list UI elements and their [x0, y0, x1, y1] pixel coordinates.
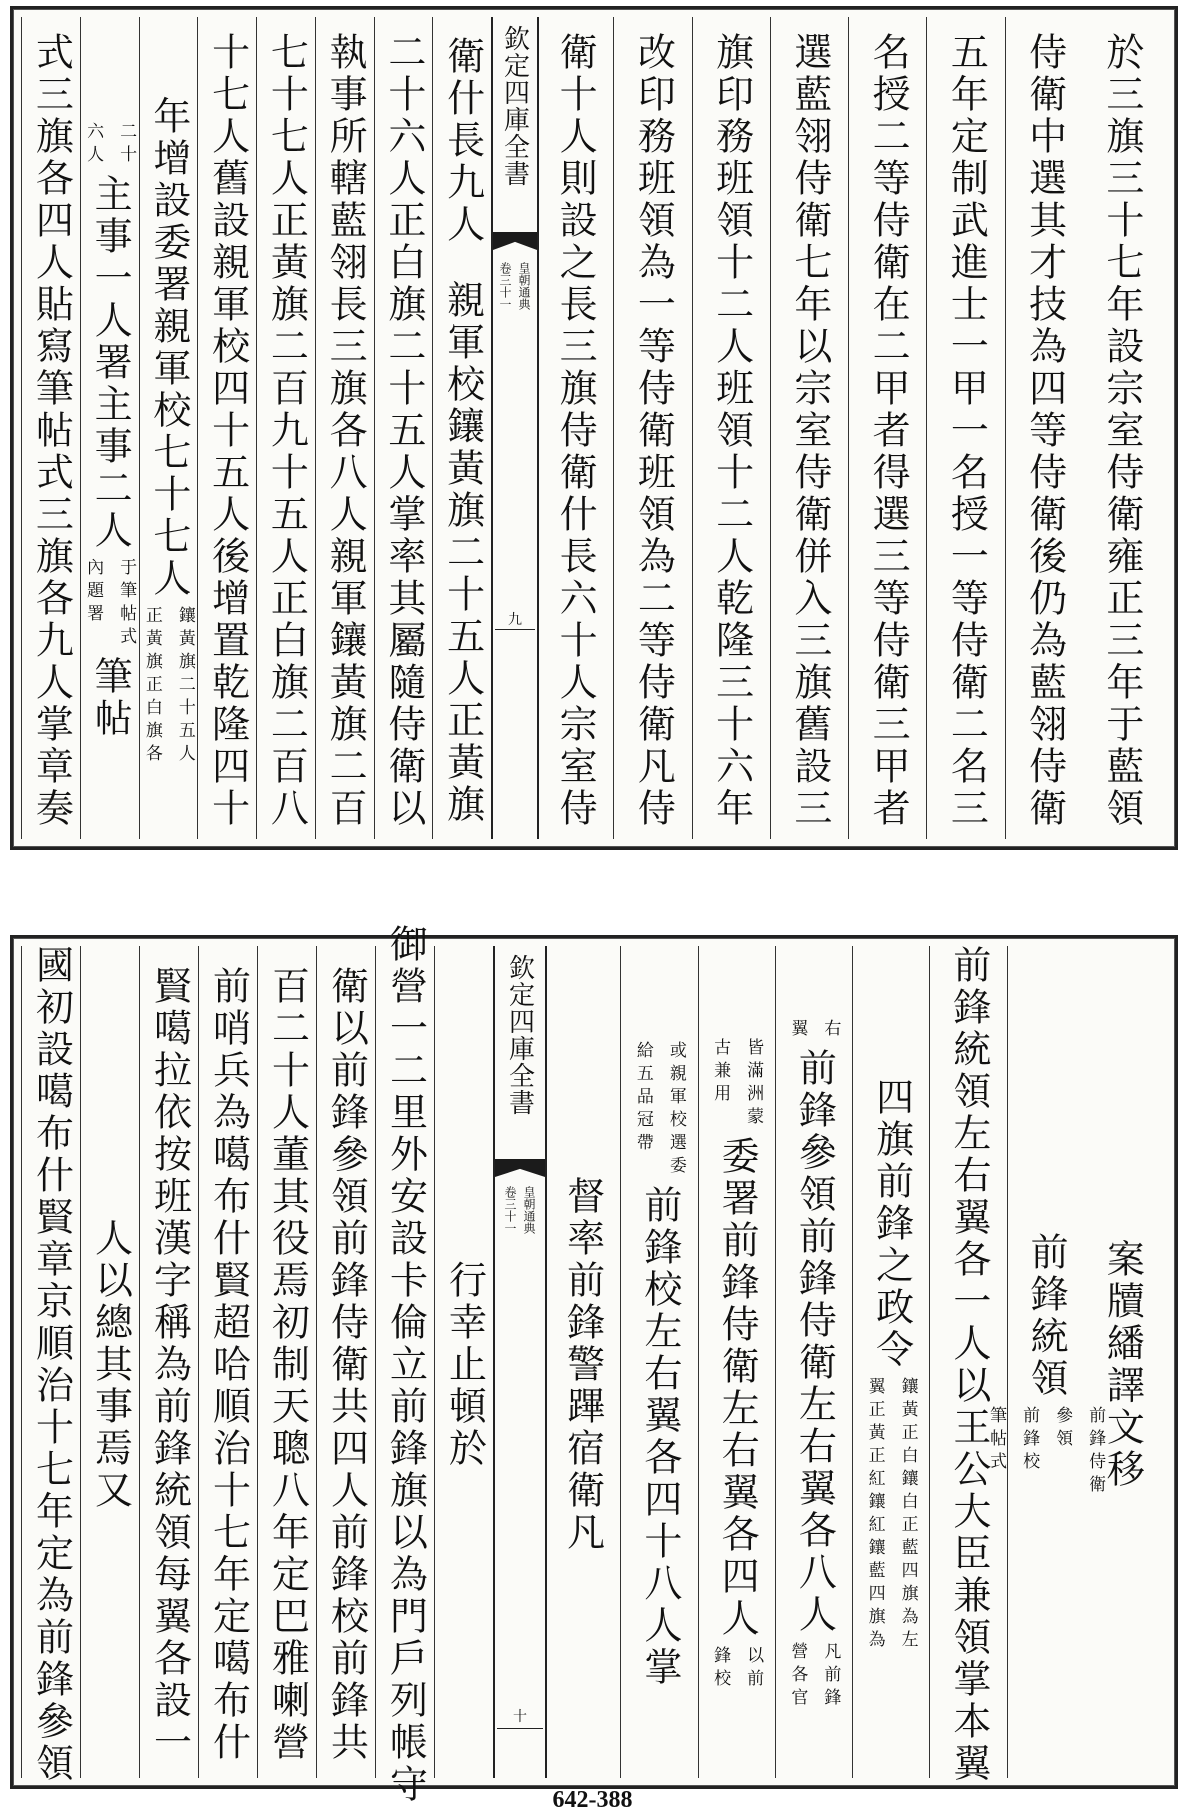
center-fold [493, 946, 547, 1778]
main-text: 執事所轄藍翎長三旗各八人親軍鑲黃旗二百 [323, 32, 368, 830]
main-text: 委署前鋒侍衛左右翼各四人 [715, 1136, 760, 1640]
annotation-note [708, 1038, 766, 1130]
bottom_page-column [775, 946, 853, 1778]
note-line: 內題署 [83, 558, 104, 627]
fishtail-mark [495, 1159, 545, 1177]
main-text: 年增設委署親軍校七十七人 [146, 95, 191, 600]
top_page-column [315, 17, 375, 839]
annotation-note [631, 1041, 689, 1179]
note-line: 或親軍校選委 [665, 1041, 686, 1179]
top_page-column [848, 17, 927, 839]
annotation-note [785, 1019, 843, 1042]
main-text: 十七人舊設親軍校四十五人後增置乾隆四十 [205, 32, 250, 830]
top_page-column [197, 17, 257, 839]
top_page-column [770, 17, 849, 839]
main-text: 國初設噶布什賢章京順治十七年定為前鋒參領 [29, 945, 74, 1785]
top_page-column [613, 17, 692, 839]
main-text: 前鋒校左右翼各四十八人掌 [637, 1185, 682, 1689]
main-text: 賢噶拉依按班漢字稱為前鋒統領每翼各設一 [147, 966, 192, 1764]
note-line: 營各官 [787, 1642, 808, 1711]
bottom_page-column [139, 946, 199, 1778]
main-text: 七十七人正黃旗二百九十五人正白旗二百八 [264, 32, 309, 830]
bottom_page-column [543, 946, 621, 1778]
top_page-column [1005, 17, 1084, 839]
main-text: 旗印務班領十二人班領十二人乾隆三十六年 [709, 32, 754, 830]
book-title: 欽定四庫全書 [504, 954, 535, 1116]
top_page-column [1083, 17, 1161, 839]
main-text: 五年定制武進士一甲一名授一等侍衛二名三 [944, 32, 989, 830]
book-volume: 卷三十一 [498, 262, 512, 310]
annotation-note [863, 1377, 921, 1653]
top_page-column [432, 17, 492, 839]
note-line: 筆帖式 [986, 1406, 1007, 1475]
note-line: 翼 [787, 1019, 808, 1042]
bottom_page-column [852, 946, 930, 1778]
main-text: 衛十人則設之長三旗侍衛什長六十人宗室侍 [553, 32, 598, 830]
note-line: 正黃旗正白旗各 [141, 605, 162, 767]
note-line: 給五品冠帶 [632, 1041, 653, 1156]
bottom_page-column [698, 946, 776, 1778]
bottom_page-column [257, 946, 317, 1778]
bottom_page-column [929, 945, 1007, 1785]
top_page-column [256, 17, 316, 839]
bottom_page-column [80, 946, 140, 1778]
note-line: 古兼用 [710, 1038, 731, 1107]
note-line: 于筆帖式 [116, 558, 137, 650]
note-line: 六人 [83, 122, 104, 168]
book-subtitle: 皇朝通典 [522, 1186, 536, 1234]
main-text: 案牘繙譯文移 [1100, 1239, 1145, 1491]
book-subtitle: 皇朝通典 [517, 262, 531, 310]
main-text: 督率前鋒警蹕宿衛凡 [560, 1176, 605, 1554]
note-line: 以前 [743, 1646, 764, 1692]
main-text: 百二十人董其役焉初制天聰八年定巴雅喇營 [265, 966, 310, 1764]
leaf-number: 九 [508, 612, 522, 628]
main-text: 二十六人正白旗二十五人掌率其屬隨侍衛以 [381, 32, 426, 830]
gutter-subtitle [497, 262, 533, 310]
main-text: 前哨兵為噶布什賢超哈順治十七年定噶布什 [206, 966, 251, 1764]
gutter-subtitle [502, 1186, 538, 1234]
note-line: 鑲黃旗二十五人 [174, 605, 195, 767]
top_page-column [374, 17, 434, 839]
note-line: 鋒校 [710, 1646, 731, 1692]
top_page-column [926, 17, 1005, 839]
main-text: 筆帖 [88, 656, 133, 740]
fishtail-mark [493, 232, 537, 250]
annotation-note [81, 122, 139, 168]
main-text: 衛以前鋒參領前鋒侍衛共四人前鋒校前鋒共 [324, 966, 369, 1764]
bottom_page-column [198, 946, 258, 1778]
main-text: 前鋒統領左右翼各一人以王公大臣兼領掌本翼 [946, 945, 991, 1785]
note-line: 右 [820, 1019, 841, 1042]
top_page-column [692, 17, 771, 839]
main-text: 前鋒統領 [1024, 1232, 1069, 1400]
note-line: 二十 [116, 122, 137, 168]
note-line: 翼正黃正紅鑲紅鑲藍四旗為 [864, 1377, 885, 1653]
main-text: 選藍翎侍衛七年以宗室侍衛併入三旗舊設三 [787, 32, 832, 830]
note-line: 前鋒校 [1019, 1406, 1040, 1475]
annotation-note [785, 1642, 843, 1711]
main-text: 侍衛中選其才技為四等侍衛後仍為藍翎侍衛 [1022, 32, 1067, 830]
top_page-column [21, 17, 81, 839]
bottom_page-column [316, 946, 376, 1778]
main-text: 於三旗三十七年設宗室侍衛雍正三年于藍領 [1099, 32, 1144, 830]
main-text: 前鋒參領前鋒侍衛左右翼各八人 [792, 1048, 837, 1636]
top_page-column [139, 17, 199, 839]
main-text: 行幸止頓於 [442, 1260, 487, 1470]
main-text: 主事一人署主事二人 [88, 174, 133, 552]
bottom_page-column [986, 946, 1106, 1778]
main-text: 人以總其事焉又 [88, 1218, 133, 1512]
note-line: 皆滿洲蒙 [743, 1038, 764, 1130]
top-page [10, 6, 1178, 850]
main-text: 四旗前鋒之政令 [869, 1077, 914, 1371]
gutter-rule [495, 629, 535, 630]
note-line: 凡前鋒 [820, 1642, 841, 1711]
annotation-note [140, 606, 198, 767]
note-line: 參領 [1052, 1406, 1073, 1452]
book-volume: 卷三十一 [503, 1186, 517, 1234]
bottom_page-column [375, 924, 435, 1806]
book-title: 欽定四庫全書 [499, 25, 530, 187]
main-text: 親軍校鑲黃旗二十五人正黃旗 [440, 280, 485, 826]
leaf-number: 十 [513, 1709, 527, 1725]
annotation-note [81, 558, 139, 650]
main-text: 衛什長九人 [440, 36, 485, 246]
note-line: 鑲黃正白鑲白正藍四旗為左 [897, 1377, 918, 1653]
bottom_page-column [620, 946, 698, 1778]
page-code: 642-388 [552, 1787, 633, 1813]
main-text: 式三旗各四人貼寫筆帖式三旗各九人掌章奏 [29, 32, 74, 830]
bottom_page-column [21, 945, 81, 1785]
note-line: 前鋒侍衛 [1085, 1406, 1106, 1498]
center-fold [491, 17, 539, 839]
annotation-note [708, 1646, 766, 1692]
top_page-column [80, 17, 140, 839]
main-text: 名授二等侍衛在二甲者得選三等侍衛三甲者 [866, 32, 911, 830]
main-text: 改印務班領為一等侍衛班領為二等侍衛凡侍 [631, 32, 676, 830]
bottom_page-column [434, 946, 494, 1778]
top_page-column [535, 17, 614, 839]
main-text: 御營一二里外安設卡倫立前鋒旗以為門戶列帳守 [383, 924, 428, 1806]
gutter-rule [497, 1728, 543, 1729]
